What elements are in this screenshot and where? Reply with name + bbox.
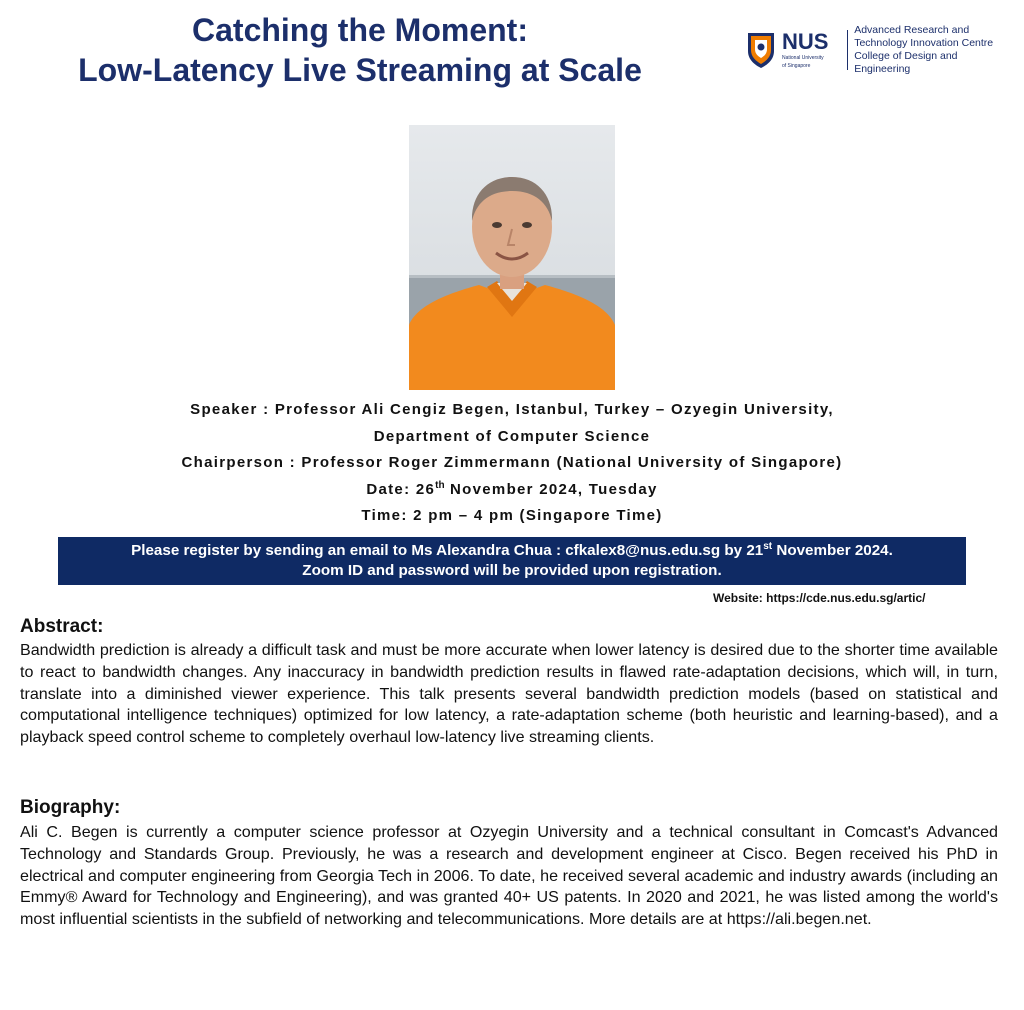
centre-line-1: Advanced Research and — [854, 24, 970, 36]
date-prefix: Date: 26 — [366, 480, 436, 498]
nus-university-line-1: National University — [782, 55, 824, 61]
chairperson-line: Chairperson : Professor Roger Zimmermann (National University of Singapore) — [181, 454, 843, 471]
event-title — [20, 10, 700, 90]
nus-university-line-2: of Singapore — [782, 63, 811, 69]
abstract-text: Bandwidth prediction is already a difficult task and must be more accurate when lower latency is desired due to the shorter time available to react to bandwidth changes. Any inaccuracy in bandwidth prediction results in flawed rate-adaptation decisions, which will, in turn, translate into a diminished viewer experience. This talk presents several bandwidth prediction models (based on statistical and computational intelligence techniques) optimized for low latency, a rate-adaptation scheme (both heuristic and learning-based), and a playback speed control scheme to completely overhaul low-latency live streaming clients. — [20, 641, 998, 747]
biography-text: Ali C. Begen is currently a computer science professor at Ozyegin University and a technical consultant in Comcast's Advanced Technology and Standards Group. Previously, he was a research and development engineer at Cisco. Begen received his PhD in electrical and computer engineering from Georgia Tech in 2006. To date, he received several academic and industry awards (including an Emmy® Award for Technology and Engineering), and was granted 40+ US patents. In 2020 and 2021, he was listed among the world's most influential scientists in the subfield of networking and telecommunications. More details are at https://ali.begen.net. — [20, 823, 998, 929]
event-title-line-2: Low-Latency Live Streaming at Scale — [78, 52, 642, 88]
registration-prefix: Please register by sending an email to Ms Alexandra Chua : cfkalex8@nus.edu.sg by 21 — [131, 542, 764, 559]
nus-text: NUS — [782, 29, 829, 54]
speaker-photo — [409, 125, 615, 390]
date-line — [0, 477, 1024, 504]
time-line: Time: 2 pm – 4 pm (Singapore Time) — [361, 507, 663, 524]
speaker-line-1: Speaker : Professor Ali Cengiz Begen, Istanbul, Turkey – Ozyegin University, — [190, 401, 834, 418]
centre-name — [854, 24, 1000, 76]
registration-line-1 — [58, 541, 966, 561]
nus-crest-icon — [746, 31, 776, 69]
abstract-heading: Abstract: — [20, 616, 104, 637]
speaker-line-2: Department of Computer Science — [373, 427, 651, 445]
centre-line-2: Technology Innovation Centre — [854, 37, 994, 49]
centre-line-3: College of Design and Engineering — [854, 50, 958, 75]
registration-suffix: November 2024. — [772, 542, 893, 559]
nus-artic-logo — [738, 22, 1000, 78]
event-title-line-1: Catching the Moment: — [192, 12, 528, 48]
nus-wordmark — [782, 31, 841, 69]
biography-heading: Biography: — [20, 797, 121, 818]
registration-line-2: Zoom ID and password will be provided upon registration. — [302, 562, 722, 579]
date-ordinal: th — [435, 479, 445, 491]
registration-banner — [58, 537, 966, 585]
website-link[interactable]: Website: https://cde.nus.edu.sg/artic/ — [713, 591, 926, 605]
logo-divider — [847, 30, 848, 70]
registration-ordinal: st — [763, 540, 773, 552]
event-details — [0, 397, 1024, 530]
date-suffix: November 2024, Tuesday — [444, 480, 658, 498]
